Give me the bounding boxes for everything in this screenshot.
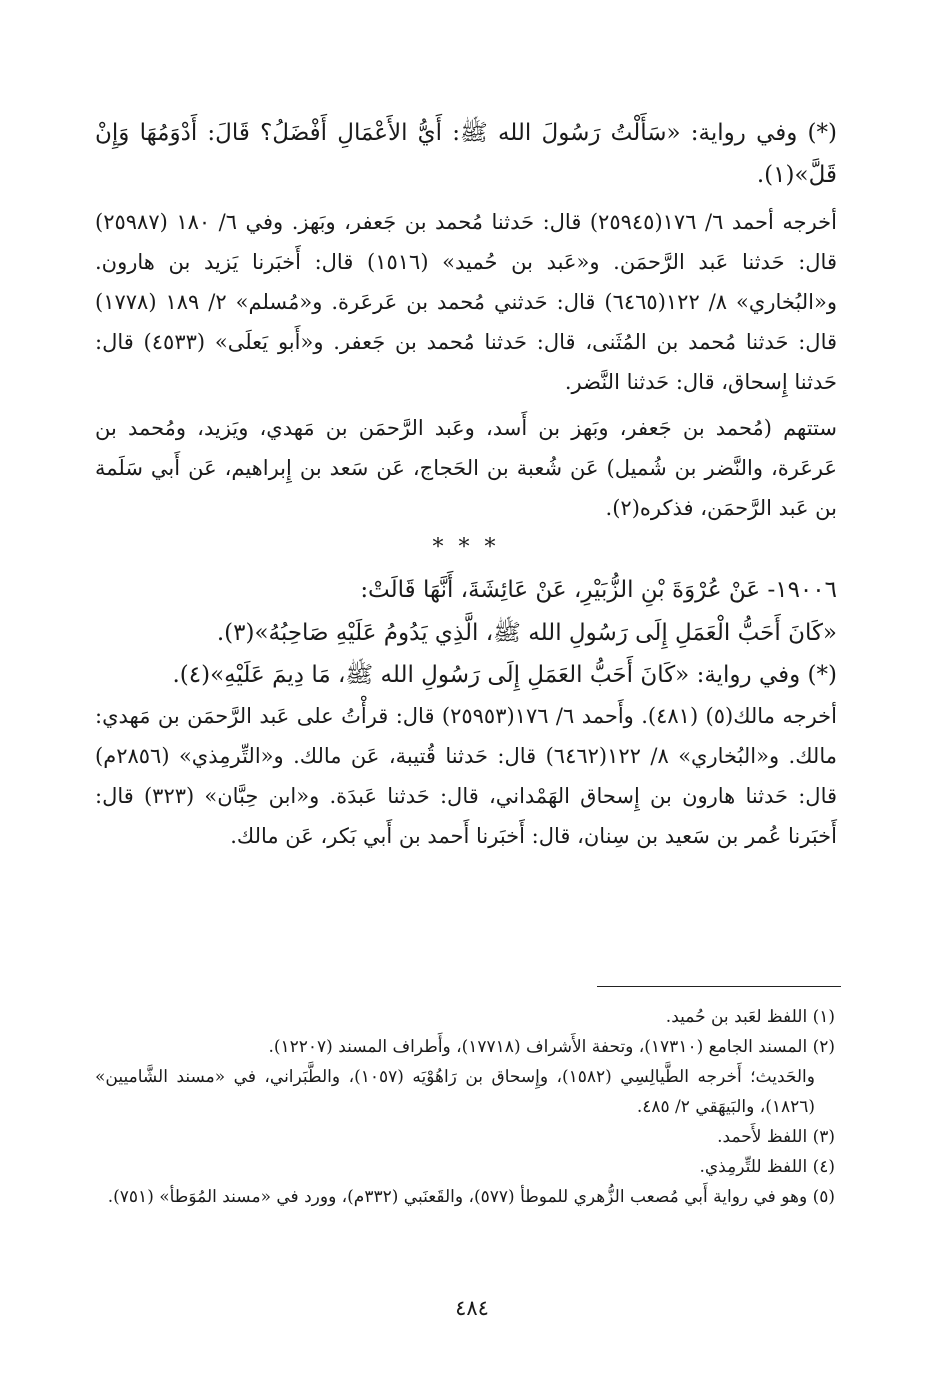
footnote-5: (٥) وهو في رواية أَبي مُصعب الزُّهري للموطأ (٥٧٧)، والقَعنَبي (٣٣٢م)، وورد في «مسند المُوَطأ» (٧٥١).: [107, 1187, 835, 1207]
takhrij-paragraph-1: أخرجه أحمد ٦/ ١٧٦(٢٥٩٤٥) قال: حَدثنا مُحمد بن جَعفر، وبَهز. وفي ٦/ ١٨٠ (٢٥٩٨٧) قال: حَدثنا عَبد الرَّحمَن. و«عَبد بن حُميد» (١٥١٦) قال: أَخبَرنا يَزيد بن هارون. و«البُخاري» ٨/ ١٢٢(٦٤٦٥) قال: حَدثني مُحمد بن عَرعَرة. و«مُسلم» ٢/ ١٨٩ (١٧٧٨) قال: حَدثنا مُحمد بن المُثَنى، قال: حَدثنا مُحمد بن جَعفر. و«أَبو يَعلَى» (٤٥٣٣) قال: حَدثنا إِسحاق، قال: حَدثنا النَّضر.: [95, 210, 837, 394]
main-text: [95, 112, 837, 856]
footnote-2-continued: والحَديث؛ أَخرجه الطَّيالِسِي (١٥٨٢)، وإِسحاق بن رَاهُوْيَه (١٠٥٧)، والطَّبَراني، في «مسند الشَّاميين» (١٨٢٦)، والبَيهَقي ٢/ ٤٨٥.: [95, 1067, 815, 1117]
narration-variant-2: (*) وفي رواية: «كَانَ أَحَبُّ العَمَلِ إِلَى رَسُولِ الله ﷺ، مَا دِيمَ عَلَيْهِ»(٤).: [172, 662, 837, 688]
narration-variant-1: (*) وفي رواية: «سَأَلْتُ رَسُولَ الله ﷺ: أَيُّ الأَعْمَالِ أَفْضَلُ؟ قَالَ: أَدْوَمُهَا وَإِنْ قَلَّ»(١).: [95, 120, 837, 188]
hadith-heading: ١٩٠٠٦- عَنْ عُرْوَةَ بْنِ الزُّبَيْرِ، عَنْ عَائِشَةَ، أَنَّهَا قَالَتْ:: [360, 577, 837, 603]
footnote-2: (٢) المسند الجامع (١٧٣١٠)، وتحفة الأَشراف (١٧٧١٨)، وأَطراف المسند (١٢٢٠٧).: [268, 1037, 835, 1057]
footnotes: [95, 1002, 835, 1212]
isnad-summary-paragraph: ستتهم (مُحمد بن جَعفر، وبَهز بن أَسد، وعَبد الرَّحمَن بن مَهدي، ويَزيد، ومُحمد بن عَرعَرة، والنَّضر بن شُميل) عَن شُعبة بن الحَجاج، عَن سَعد بن إِبراهيم، عَن أَبي سَلَمة بن عَبد الرَّحمَن، فذكره(٢).: [95, 416, 837, 520]
footnote-3: (٣) اللفظ لأَحمد.: [717, 1127, 835, 1147]
hadith-text: «كَانَ أَحَبُّ الْعَمَلِ إِلَى رَسُولِ الله ﷺ، الَّذِي يَدُومُ عَلَيْهِ صَاحِبُهُ»(٣).: [216, 620, 837, 646]
footnote-1: (١) اللفظ لعَبد بن حُميد.: [665, 1007, 835, 1027]
footnote-divider: [597, 986, 841, 987]
page-number: ٤٨٤: [455, 1296, 489, 1320]
takhrij-paragraph-2: أخرجه مالك(٥) (٤٨١). وأَحمد ٦/ ١٧٦(٢٥٩٥٣) قال: قرأْتُ على عَبد الرَّحمَن بن مَهدي: مالك. و«البُخاري» ٨/ ١٢٢(٦٤٦٢) قال: حَدثنا قُتيبة، عَن مالك. و«التِّرمِذي» (٢٨٥٦م) قال: حَدثنا هارون بن إِسحاق الهَمْداني، قال: حَدثنا عَبدَة. و«ابن حِبَّان» (٣٢٣) قال: أَخبَرنا عُمر بن سَعيد بن سِنان، قال: أَخبَرنا أَحمد بن أَبي بَكر، عَن مالك.: [95, 704, 838, 848]
section-separator: * * *: [432, 535, 500, 560]
footnote-4: (٤) اللفظ للتِّرمِذي.: [699, 1157, 835, 1177]
